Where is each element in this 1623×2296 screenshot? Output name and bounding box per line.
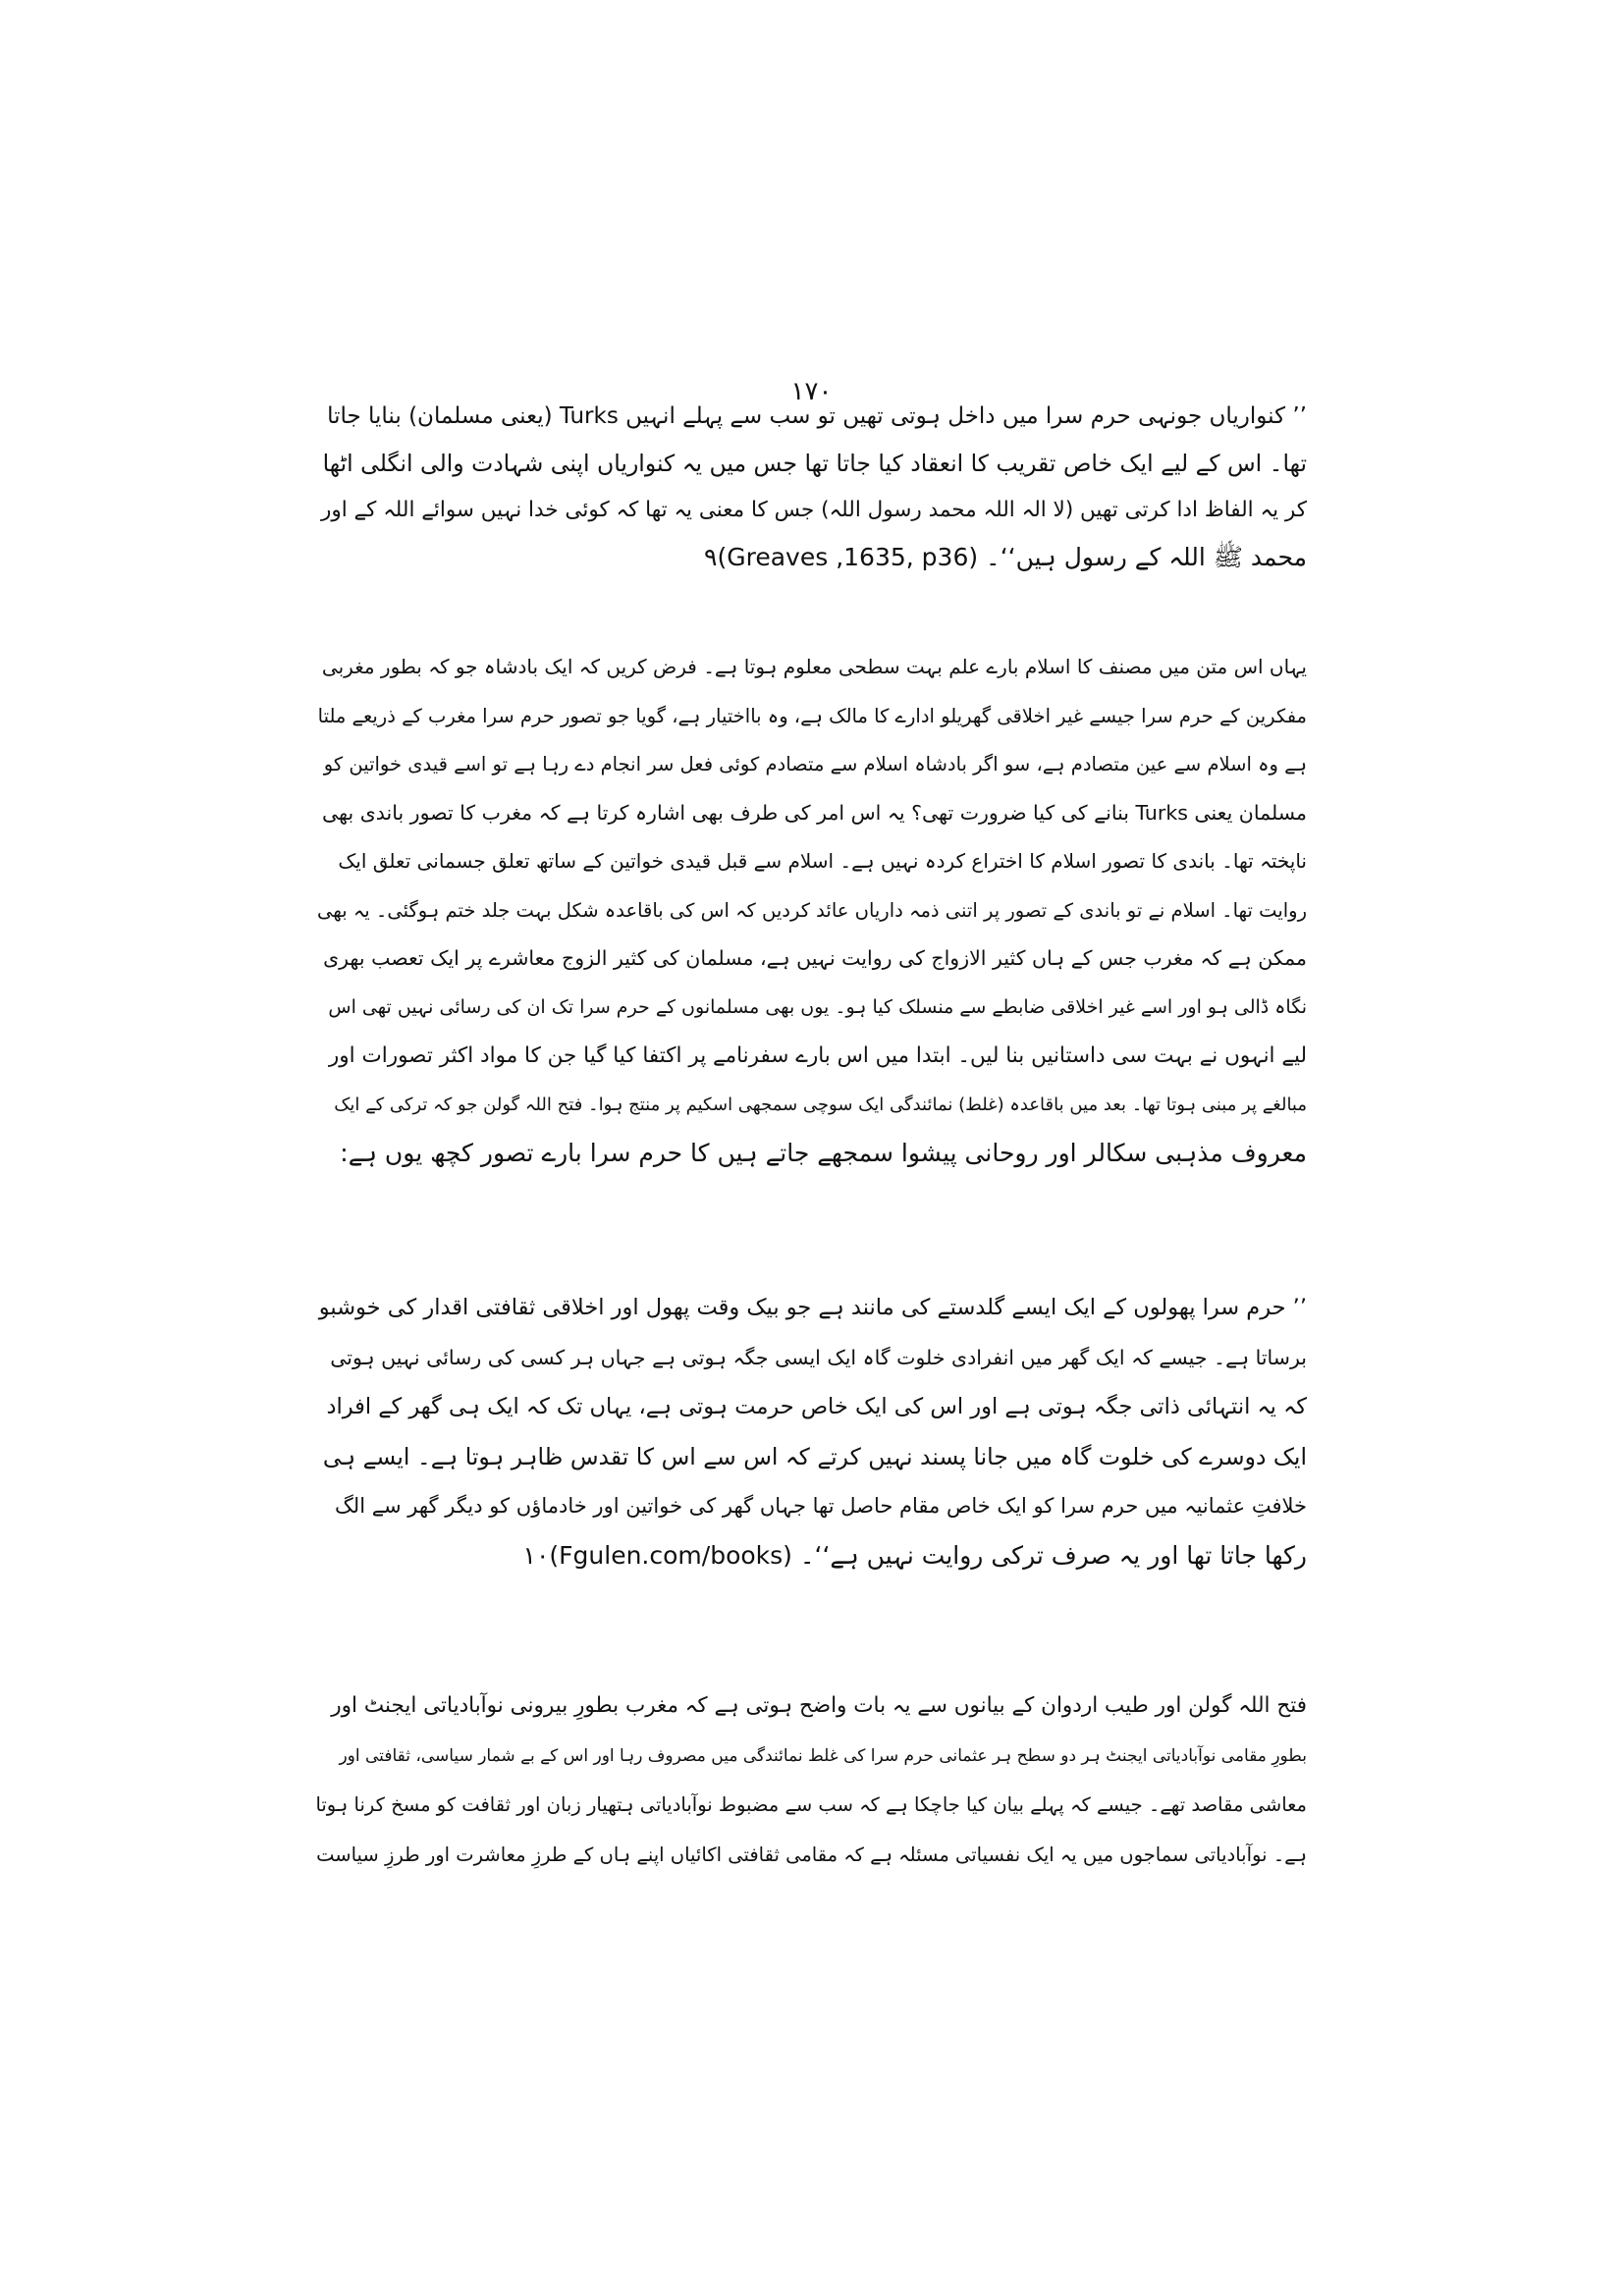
quote-line: خلافتِ عثمانیہ میں حرم سرا کو ایک خاص مقام حاصل تھا جہاں گھر کی خواتین اور خادماؤں کو دیگر گھر سے الگ — [335, 1494, 1307, 1518]
quote-line: ’’ کنواریاں جونہی حرم سرا میں داخل ہوتی تھیں تو سب سے پہلے انہیں Turks (یعنی مسلمان) بنایا جاتا — [327, 403, 1307, 429]
paragraph-line: فتح اللہ گولن اور طیب اردوان کے بیانوں سے یہ بات واضح ہوتی ہے کہ مغرب بطورِ بیرونی نوآبادیاتی ایجنٹ اور — [331, 1693, 1307, 1718]
paragraph-line: ہے۔ نوآبادیاتی سماجوں میں یہ ایک نفسیاتی مسئلہ ہے کہ مقامی ثقافتی اکائیاں اپنے ہاں کے طرزِ معاشرت اور طرزِ سیاست — [316, 1842, 1307, 1866]
paragraph-line: معاشی مقاصد تھے۔ جیسے کہ پہلے بیان کیا جاچکا ہے کہ سب سے مضبوط نوآبادیاتی ہتھیار زبان اور ثقافت کو مسخ کرنا ہوتا — [315, 1793, 1307, 1816]
second-quotation — [315, 1283, 1307, 1580]
quote-line: رکھا جاتا تھا اور یہ صرف ترکی روایت نہیں ہے‘‘۔ (Fgulen.com/books)۱۰ — [522, 1540, 1307, 1570]
paragraph-line: ہے وہ اسلام سے عین متصادم ہے، سو اگر بادشاہ اسلام سے متصادم کوئی فعل سر انجام دے رہا ہے تو اسے قیدی خواتین کو — [323, 753, 1307, 775]
body-paragraph — [315, 643, 1307, 1178]
quote-line: کر یہ الفاظ ادا کرتی تھیں (لا الہ اللہ محمد رسول اللہ) جس کا معنی یہ تھا کہ کوئی خدا نہیں سوائے اللہ کے اور — [320, 498, 1307, 522]
page-number: ۱۷۰ — [790, 377, 833, 406]
paragraph-line: بطورِ مقامی نوآبادیاتی ایجنٹ ہر دو سطح ہر عثمانی حرم سرا کی غلط نمائندگی میں مصروف رہا اور اس کے بے شمار سیاسی، ثقافتی اور — [339, 1745, 1307, 1766]
quote-line: برساتا ہے۔ جیسے کہ ایک گھر میں انفرادی خلوت گاہ ایک ایسی جگہ ہوتی ہے جہاں ہر کسی کی رسائی نہیں ہوتی — [330, 1345, 1307, 1369]
paragraph-line: یہاں اس متن میں مصنف کا اسلام بارے علم بہت سطحی معلوم ہوتا ہے۔ فرض کریں کہ ایک بادشاہ جو کہ بطور مغربی — [321, 655, 1307, 678]
paragraph-line: مفکرین کے حرم سرا جیسے غیر اخلاقی گھریلو ادارے کا مالک ہے، وہ بااختیار ہے، گویا جو تصور حرم سرا مغرب کے ذریعے ملتا — [317, 704, 1307, 727]
paragraph-line: معروف مذہبی سکالر اور روحانی پیشوا سمجھے جاتے ہیں کا حرم سرا بارے تصور کچھ یوں ہے: — [340, 1139, 1307, 1167]
quote-line: کہ یہ انتہائی ذاتی جگہ ہوتی ہے اور اس کی ایک خاص حرمت ہوتی ہے، یہاں تک کہ ایک ہی گھر کے افراد — [326, 1394, 1307, 1419]
paragraph-line: مبالغے پر مبنی ہوتا تھا۔ بعد میں باقاعدہ (غلط) نمائندگی ایک سوچی سمجھی اسکیم پر منتج ہوا۔ فتح اللہ گولن جو کہ ترکی کے ایک — [334, 1094, 1307, 1115]
closing-paragraph — [315, 1682, 1307, 1880]
quote-line: ایک دوسرے کی خلوت گاہ میں جانا پسند نہیں کرتے کہ اس سے اس کا تقدس ظاہر ہوتا ہے۔ ایسے ہی — [322, 1442, 1307, 1470]
quote-line: تھا۔ اس کے لیے ایک خاص تقریب کا انعقاد کیا جاتا تھا جس میں یہ کنواریاں اپنی شہادت والی انگلی اٹھا — [322, 450, 1307, 477]
paragraph-line: نگاہ ڈالی ہو اور اسے غیر اخلاقی ضابطے سے منسلک کیا ہو۔ یوں بھی مسلمانوں کے حرم سرا تک ان کی رسائی نہیں تھی اس — [328, 995, 1307, 1018]
paragraph-line: ناپختہ تھا۔ باندی کا تصور اسلام کا اختراع کردہ نہیں ہے۔ اسلام سے قبل قیدی خواتین کے ساتھ تعلق جسمانی تعلق ایک — [338, 849, 1307, 873]
paragraph-line: روایت تھا۔ اسلام نے تو باندی کے تصور پر اتنی ذمہ داریاں عائد کردیں کہ اس کی باقاعدہ شکل بہت جلد ختم ہوگئی۔ یہ بھی — [317, 898, 1307, 922]
paragraph-line: لیے انہوں نے بہت سی داستانیں بنا لیں۔ ابتدا میں اس بارے سفرنامے پر اکتفا کیا گیا جن کا مواد اکثر تصورات اور — [328, 1043, 1307, 1068]
paragraph-line: ممکن ہے کہ مغرب جس کے ہاں کثیر الازواج کی روایت نہیں ہے، مسلمان کی کثیر الزوج معاشرے پر ایک تعصب بھری — [323, 946, 1307, 970]
quote-line: ’’ حرم سرا پھولوں کے ایک ایسے گلدستے کی مانند ہے جو بیک وقت پھول اور اخلاقی ثقافتی اقدار کی خوشبو — [318, 1295, 1307, 1320]
paragraph-line: مسلمان یعنی Turks بنانے کی کیا ضرورت تھی؟ یہ اس امر کی طرف بھی اشارہ کرتا ہے کہ مغرب کا تصور باندی بھی — [321, 800, 1307, 825]
opening-quotation — [315, 393, 1307, 581]
quote-line: محمد ﷺ اللہ کے رسول ہیں‘‘۔ (Greaves ,1635, p36)۹ — [704, 543, 1307, 571]
